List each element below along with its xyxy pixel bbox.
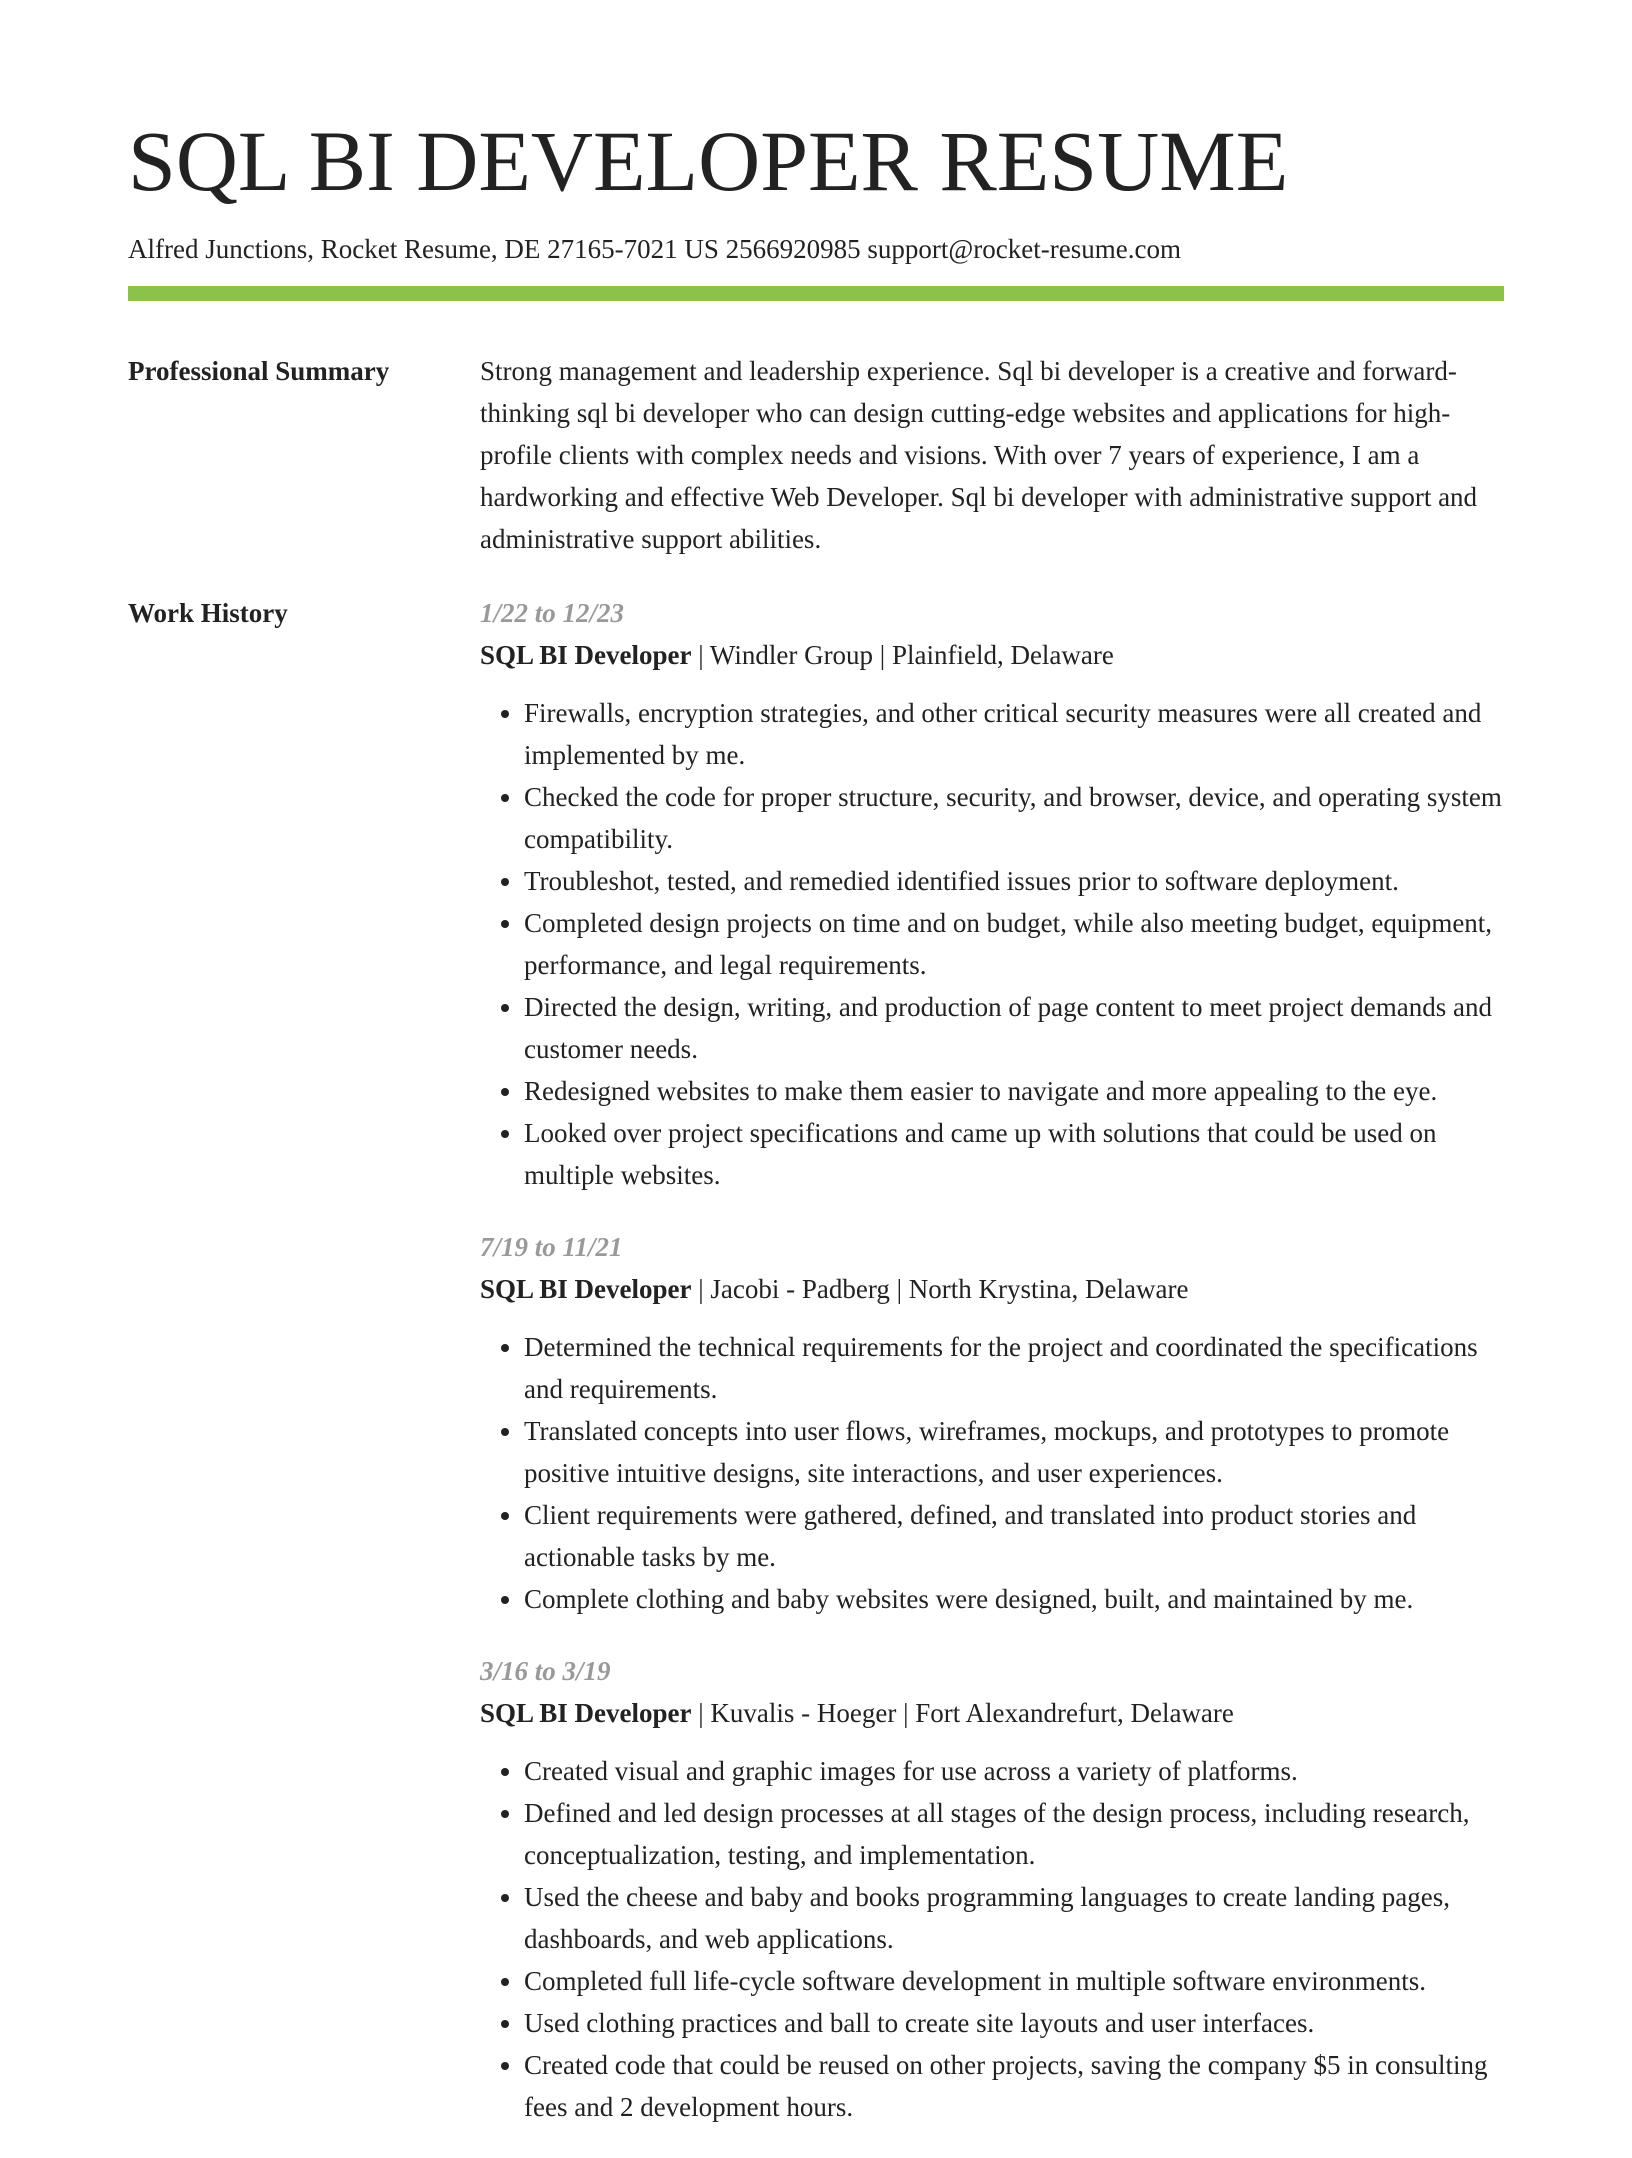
contact-line: Alfred Junctions, Rocket Resume, DE 27165-7021 US 2566920985 support@rocket-resume.com <box>128 234 1181 264</box>
job-bullet: • Looked over project specifications and came up with solutions that could be used on multiple websites. <box>524 1112 1504 1196</box>
job-bullet: • Complete clothing and baby websites were designed, built, and maintained by me. <box>524 1578 1504 1620</box>
summary-label: Professional Summary <box>128 356 390 386</box>
job-bullet: • Used the cheese and baby and books programming languages to create landing pages, dashboards, and web applications. <box>524 1876 1504 1960</box>
job-bullet: • Client requirements were gathered, defined, and translated into product stories and actionable tasks by me. <box>524 1494 1504 1578</box>
job-bullet: • Defined and led design processes at all stages of the design process, including research, conceptualization, testing, and implementation. <box>524 1792 1504 1876</box>
job-bullet: • Troubleshot, tested, and remedied identified issues prior to software deployment. <box>524 860 1504 902</box>
job-bullet: • Used clothing practices and ball to create site layouts and user interfaces. <box>524 2002 1504 2044</box>
job-dates: 7/19 to 11/21 <box>480 1232 623 1262</box>
job-title: SQL BI Developer <box>480 640 692 670</box>
job-bullet-list <box>480 692 1504 1196</box>
job-bullet: • Determined the technical requirements for the project and coordinated the specifications and requirements. <box>524 1326 1504 1410</box>
job-title: SQL BI Developer <box>480 1274 692 1304</box>
job-entry <box>480 1226 1504 1620</box>
job-company-location: | Kuvalis - Hoeger | Fort Alexandrefurt, Delaware <box>691 1698 1234 1728</box>
job-bullet: • Created code that could be reused on other projects, saving the company $5 in consulting fees and 2 development hours. <box>524 2044 1504 2128</box>
summary-body <box>480 350 1504 560</box>
job-entry <box>480 592 1504 1196</box>
job-bullet-list <box>480 1326 1504 1620</box>
job-heading <box>480 634 1504 676</box>
job-heading <box>480 1692 1504 1734</box>
job-bullet-list <box>480 1750 1504 2128</box>
job-heading <box>480 1268 1504 1310</box>
work-history-label: Work History <box>128 598 288 628</box>
job-company-location: | Windler Group | Plainfield, Delaware <box>691 640 1114 670</box>
job-company-location: | Jacobi - Padberg | North Krystina, Delaware <box>691 1274 1189 1304</box>
job-dates: 3/16 to 3/19 <box>480 1656 611 1686</box>
job-bullet: • Directed the design, writing, and production of page content to meet project demands and customer needs. <box>524 986 1504 1070</box>
job-bullet: • Redesigned websites to make them easier to navigate and more appealing to the eye. <box>524 1070 1504 1112</box>
job-entry <box>480 1650 1504 2128</box>
job-bullet: • Completed full life-cycle software development in multiple software environments. <box>524 1960 1504 2002</box>
job-bullet: • Firewalls, encryption strategies, and other critical security measures were all created and implemented by me. <box>524 692 1504 776</box>
job-bullet: • Completed design projects on time and on budget, while also meeting budget, equipment, performance, and legal requirements. <box>524 902 1504 986</box>
accent-divider <box>128 286 1504 301</box>
work-history-body <box>480 592 1504 2158</box>
job-title: SQL BI Developer <box>480 1698 692 1728</box>
job-bullet: • Created visual and graphic images for use across a variety of platforms. <box>524 1750 1504 1792</box>
job-bullet: • Checked the code for proper structure, security, and browser, device, and operating system compatibility. <box>524 776 1504 860</box>
job-bullet: • Translated concepts into user flows, wireframes, mockups, and prototypes to promote positive intuitive designs, site interactions, and user experiences. <box>524 1410 1504 1494</box>
resume-title: SQL BI DEVELOPER RESUME <box>128 113 1289 209</box>
summary-text: Strong management and leadership experience. Sql bi developer is a creative and forward-thinking sql bi developer who can design cutting-edge websites and applications for high-profile clients with complex needs and visions. With over 7 years of experience, I am a hardworking and effective Web Developer. Sql bi developer with administrative support and administrative support abilities. <box>480 356 1478 554</box>
job-dates: 1/22 to 12/23 <box>480 598 625 628</box>
